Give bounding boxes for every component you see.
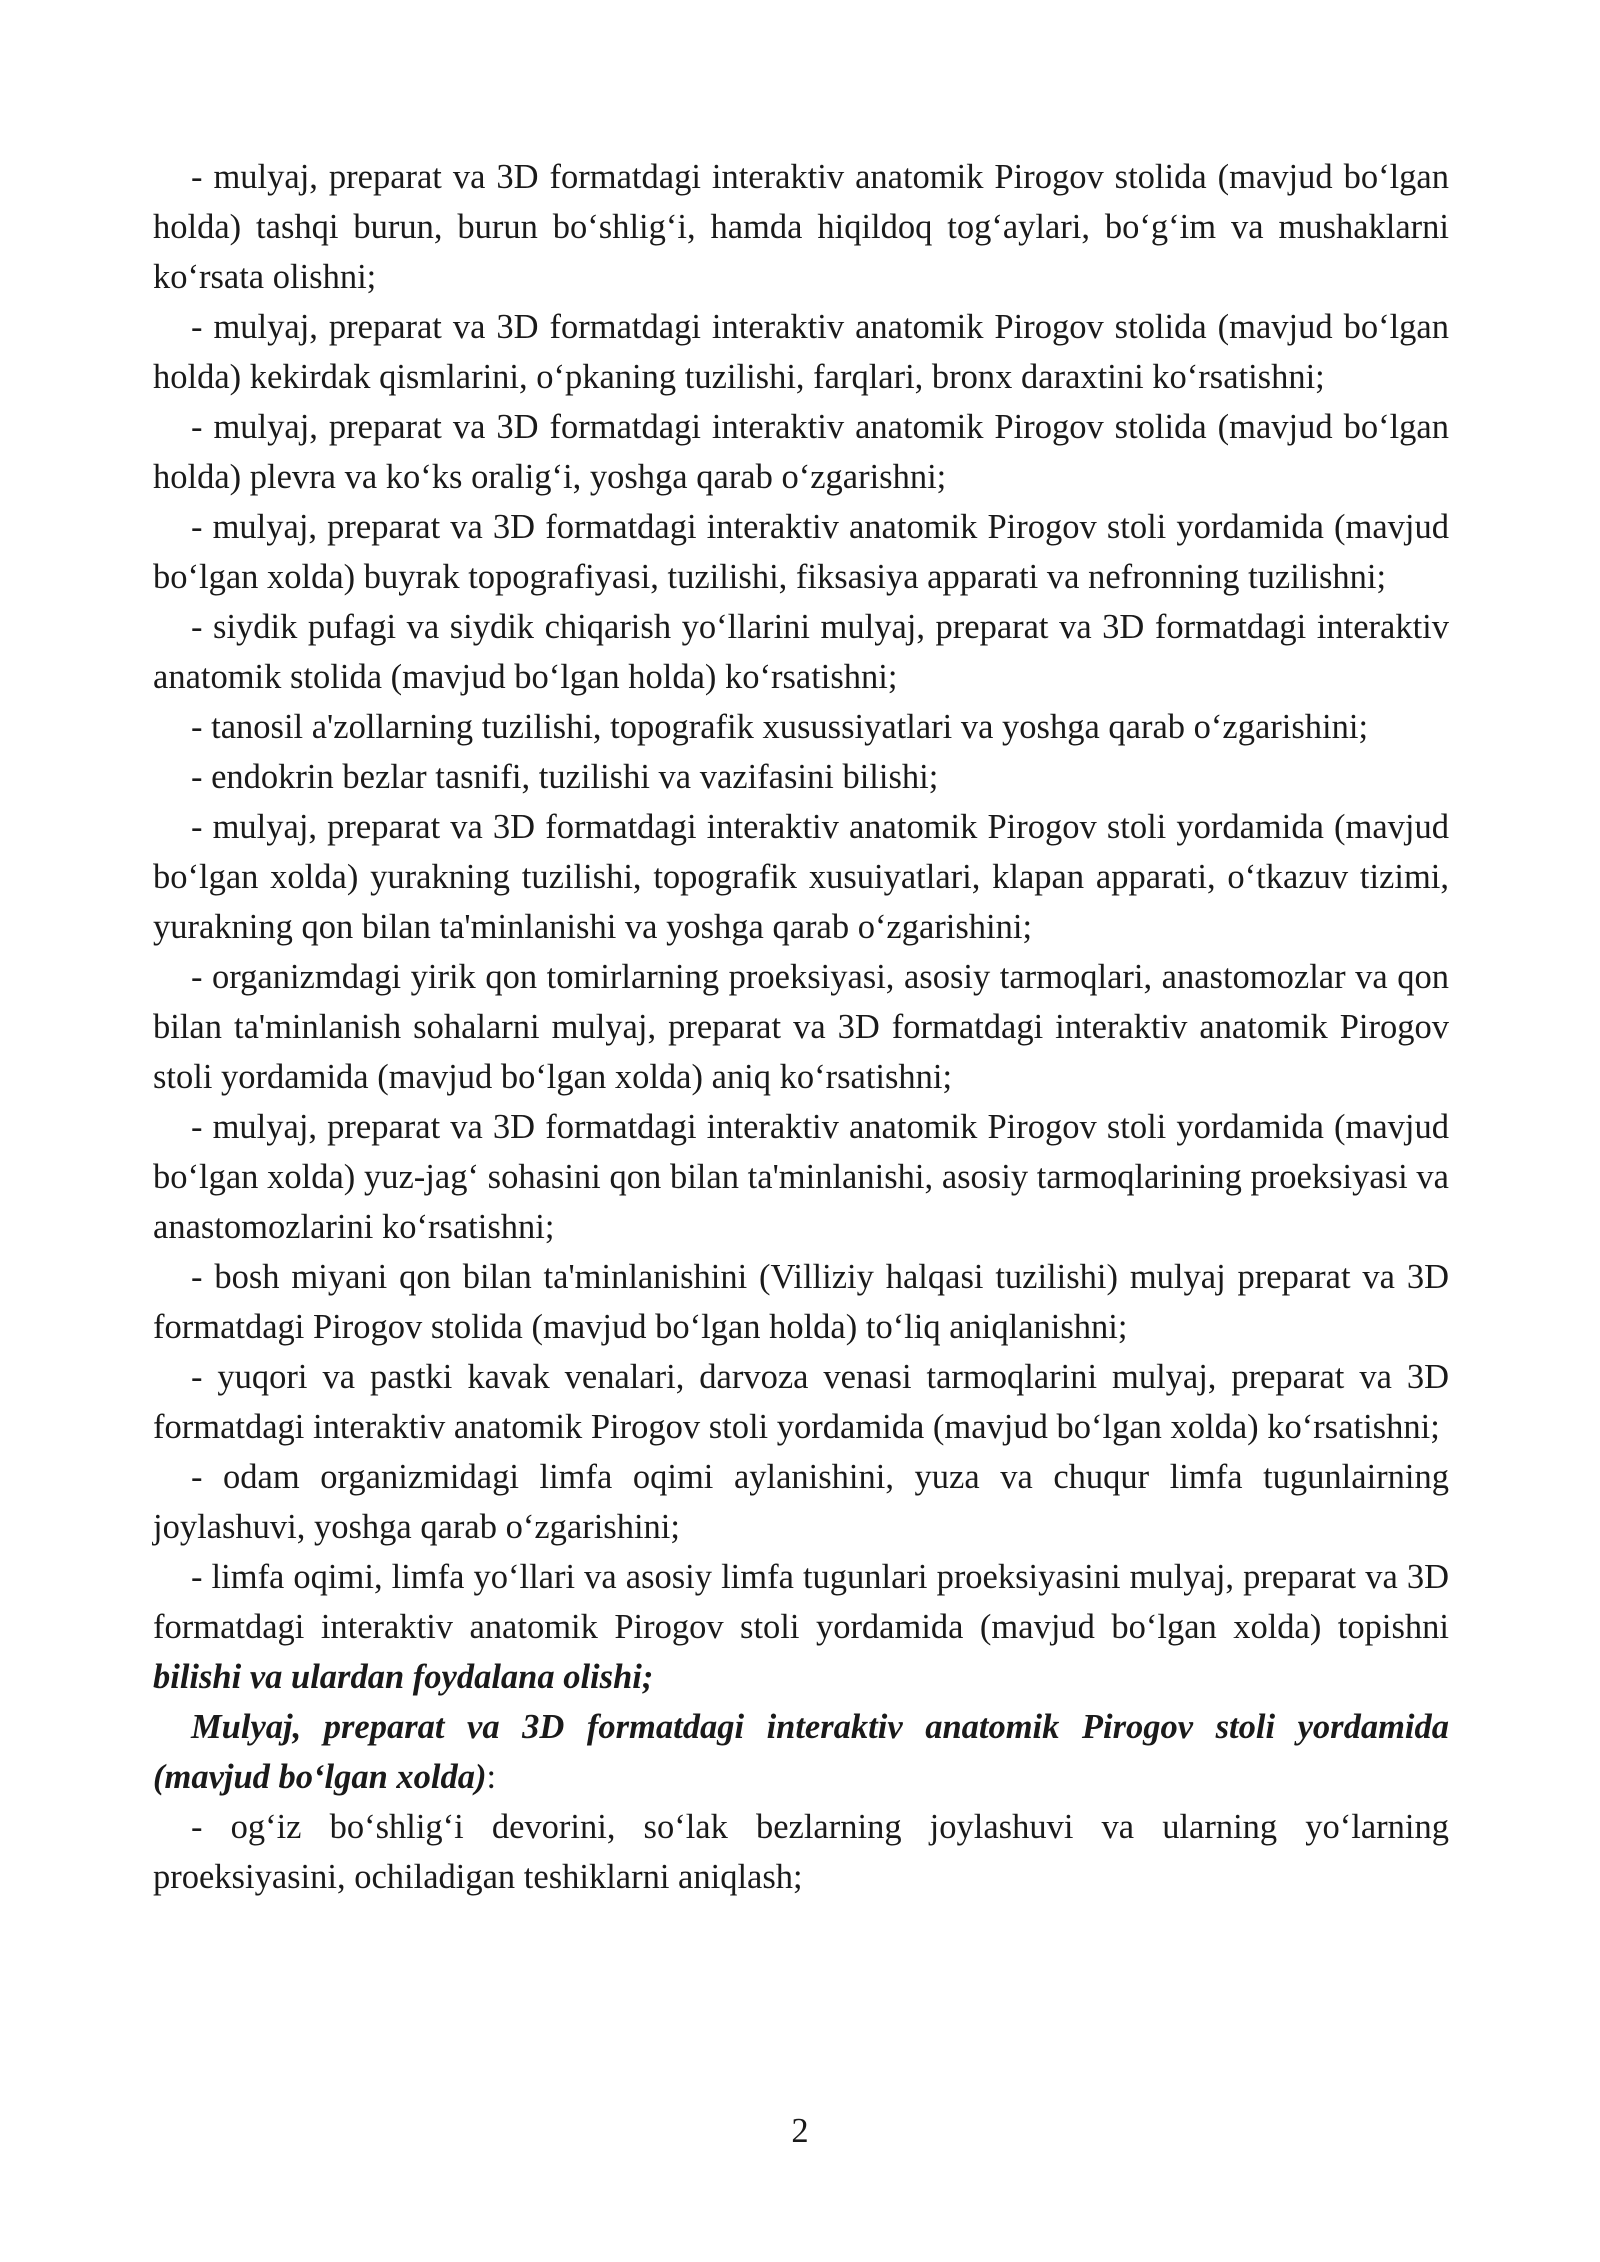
list-item-text: - limfa oqimi, limfa yo‘llari va asosiy limfa tugunlari proeksiyasini mulyaj, preparat va 3D formatdagi interaktiv anatomik Pirogov stoli yordamida (mavjud bo‘lgan xolda) topishni — [153, 1558, 1449, 1646]
list-item-limfa — [153, 1552, 1449, 1702]
emphasis-text: bilishi va ulardan foydalana olishi; — [153, 1658, 654, 1696]
list-item: - bosh miyani qon bilan ta'minlanishini (Villiziy halqasi tuzilishi) mulyaj preparat va 3D formatdagi Pirogov stolida (mavjud bo‘lgan holda) to‘liq aniqlanishni; — [153, 1258, 1449, 1346]
list-item: - odam organizmidagi limfa oqimi aylanishini, yuza va chuqur limfa tugunlairning joylashuvi, yoshga qarab o‘zgarishini; — [153, 1458, 1449, 1546]
section-heading-text: Mulyaj, preparat va 3D formatdagi interaktiv anatomik Pirogov stoli yordamida (mavjud bo‘lgan xolda) — [153, 1708, 1449, 1796]
list-item: - organizmdagi yirik qon tomirlarning proeksiyasi, asosiy tarmoqlari, anastomozlar va qon bilan ta'minlanish sohalarni mulyaj, preparat va 3D formatdagi interaktiv anatomik Pirogov stoli yordamida (mavjud bo‘lgan xolda) aniq ko‘rsatishni; — [153, 958, 1449, 1096]
list-item: - mulyaj, preparat va 3D formatdagi interaktiv anatomik Pirogov stolida (mavjud bo‘lgan holda) kekirdak qismlarini, o‘pkaning tuzilishi, farqlari, bronx daraxtini ko‘rsatishni; — [153, 308, 1449, 396]
list-item: - mulyaj, preparat va 3D formatdagi interaktiv anatomik Pirogov stoli yordamida (mavjud bo‘lgan xolda) buyrak topografiyasi, tuzilishi, fiksasiya apparati va nefronning tuzilishni; — [153, 508, 1449, 596]
list-item: - og‘iz bo‘shlig‘i devorini, so‘lak bezlarning joylashuvi va ularning yo‘larning proeksiyasini, ochiladigan teshiklarni aniqlash; — [153, 1808, 1449, 1896]
list-item: - endokrin bezlar tasnifi, tuzilishi va vazifasini bilishi; — [191, 758, 939, 796]
list-item: - mulyaj, preparat va 3D formatdagi interaktiv anatomik Pirogov stolida (mavjud bo‘lgan holda) tashqi burun, burun bo‘shlig‘i, hamda hiqildoq tog‘aylari, bo‘g‘im va mushaklarni ko‘rsata olishni; — [153, 158, 1449, 296]
list-item: - siydik pufagi va siydik chiqarish yo‘llarini mulyaj, preparat va 3D formatdagi interaktiv anatomik stolida (mavjud bo‘lgan holda) ko‘rsatishni; — [153, 608, 1449, 696]
list-item: - mulyaj, preparat va 3D formatdagi interaktiv anatomik Pirogov stolida (mavjud bo‘lgan holda) plevra va ko‘ks oralig‘i, yoshga qarab o‘zgarishni; — [153, 408, 1449, 496]
list-item: - yuqori va pastki kavak venalari, darvoza venasi tarmoqlarini mulyaj, preparat va 3D formatdagi interaktiv anatomik Pirogov stoli yordamida (mavjud bo‘lgan xolda) ko‘rsatishni; — [153, 1358, 1449, 1446]
list-item: - mulyaj, preparat va 3D formatdagi interaktiv anatomik Pirogov stoli yordamida (mavjud bo‘lgan xolda) yuz-jag‘ sohasini qon bilan ta'minlanishi, asosiy tarmoqlarining proeksiyasi va anastomozlarini ko‘rsatishni; — [153, 1108, 1449, 1246]
section-heading — [153, 1702, 1449, 1802]
page-number: 2 — [791, 2112, 809, 2150]
list-item: - tanosil a'zollarning tuzilishi, topografik xusussiyatlari va yoshga qarab o‘zgarishini; — [191, 708, 1369, 746]
list-item: - mulyaj, preparat va 3D formatdagi interaktiv anatomik Pirogov stoli yordamida (mavjud bo‘lgan xolda) yurakning tuzilishi, topografik xusuiyatlari, klapan apparati, o‘tkazuv tizimi, yurakning qon bilan ta'minlanishi va yoshga qarab o‘zgarishini; — [153, 808, 1449, 946]
section-heading-suffix: : — [486, 1758, 497, 1796]
document-page — [153, 152, 1449, 1902]
